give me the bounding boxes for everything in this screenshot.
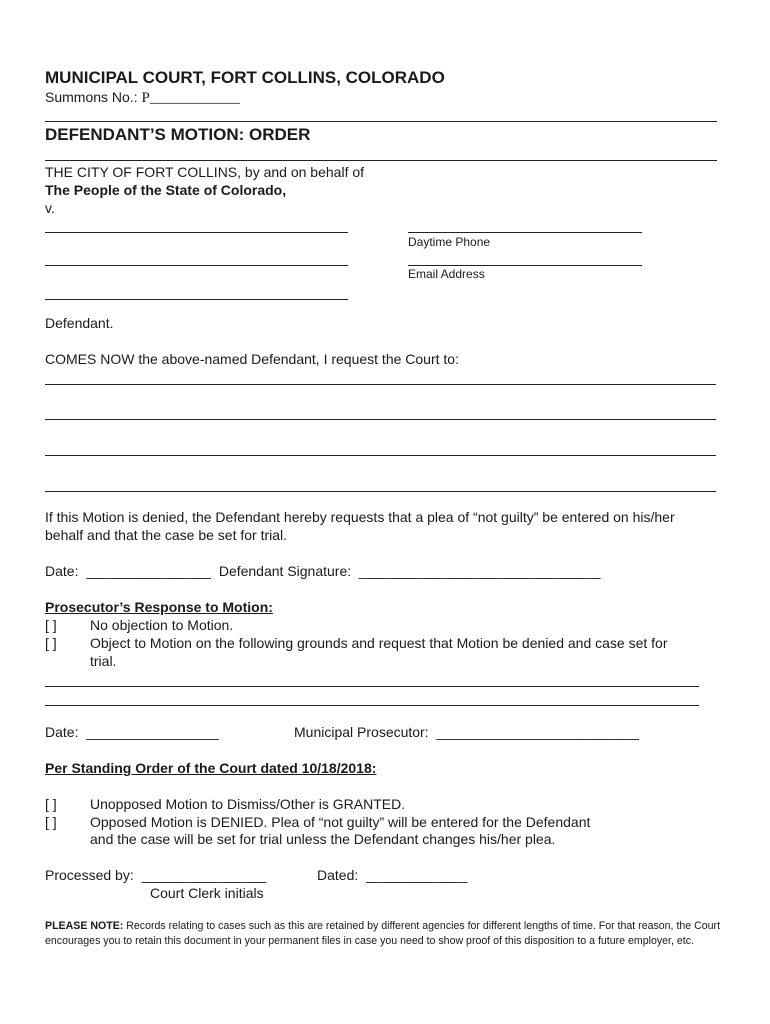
processed-by-label: Processed by:: [45, 867, 134, 883]
grounds-line-1[interactable]: [45, 686, 699, 687]
daytime-phone-line[interactable]: [408, 232, 642, 233]
prosecutor-date-label: Date:: [45, 724, 79, 740]
please-note: [45, 919, 729, 949]
prosecutor-checkbox-no-objection[interactable]: [ ]: [45, 617, 57, 633]
order-option-denied-line-2: and the case will be set for trial unless the Defendant changes his/her plea.: [90, 831, 556, 847]
court-title: MUNICIPAL COURT, FORT COLLINS, COLORADO: [45, 68, 445, 87]
denial-clause-line-2: behalf and that the case be set for trial.: [45, 527, 288, 543]
standing-order-heading: Per Standing Order of the Court dated 10/18/2018:: [45, 760, 377, 776]
request-line-3[interactable]: [45, 455, 716, 456]
processed-by-row: [45, 867, 266, 883]
email-address-line[interactable]: [408, 265, 642, 266]
summons-label: Summons No.:: [45, 89, 138, 105]
defendant-date-row: [45, 563, 600, 579]
prosecutor-option-object-line-1: Object to Motion on the following grounds and request that Motion be denied and case set for: [90, 635, 668, 651]
please-note-label: PLEASE NOTE:: [45, 920, 124, 932]
form-title: DEFENDANT’S MOTION: ORDER: [45, 125, 311, 144]
prosecutor-date-field[interactable]: _________________: [86, 724, 219, 740]
denial-clause-line-1: If this Motion is denied, the Defendant hereby requests that a plea of “not guilty” be entered on his/her: [45, 509, 675, 525]
email-address-label: Email Address: [408, 267, 485, 281]
prosecutor-checkbox-object[interactable]: [ ]: [45, 635, 57, 651]
motion-intro: COMES NOW the above-named Defendant, I request the Court to:: [45, 351, 459, 367]
daytime-phone-label: Daytime Phone: [408, 235, 491, 249]
caption-people: The People of the State of Colorado,: [45, 182, 287, 198]
defendant-label: Defendant.: [45, 315, 114, 331]
request-line-1[interactable]: [45, 384, 716, 385]
court-clerk-initials-label: Court Clerk initials: [150, 885, 264, 901]
processed-by-field[interactable]: ________________: [141, 867, 267, 883]
order-checkbox-granted[interactable]: [ ]: [45, 796, 57, 812]
defendant-signature-field[interactable]: _______________________________: [359, 563, 601, 579]
caption-city: THE CITY OF FORT COLLINS, by and on behalf of: [45, 164, 365, 180]
prosecutor-option-object-line-2: trial.: [90, 653, 117, 669]
dated-row: [317, 867, 467, 883]
municipal-prosecutor-label: Municipal Prosecutor:: [294, 724, 429, 740]
defendant-date-label: Date:: [45, 563, 79, 579]
defendant-name-line-3[interactable]: [45, 299, 348, 300]
defendant-name-line-2[interactable]: [45, 265, 348, 266]
request-line-2[interactable]: [45, 419, 716, 420]
header-divider: [45, 121, 717, 122]
municipal-prosecutor-field[interactable]: __________________________: [436, 724, 639, 740]
defendant-name-line-1[interactable]: [45, 232, 348, 233]
prosecutor-response-heading: Prosecutor’s Response to Motion:: [45, 599, 273, 615]
request-line-4[interactable]: [45, 491, 716, 492]
dated-label: Dated:: [317, 867, 359, 883]
please-note-text: Records relating to cases such as this are retained by different agencies for different lengths of time. For that reason, the Court encourages you to retain this document in your permanent files in case you need to show proof of this disposition to a future employer, etc.: [45, 920, 721, 947]
prosecutor-option-no-objection: No objection to Motion.: [90, 617, 234, 633]
order-option-denied-line-1: Opposed Motion is DENIED. Plea of “not guilty” will be entered for the Defendant: [90, 814, 591, 830]
order-checkbox-denied[interactable]: [ ]: [45, 814, 57, 830]
prosecutor-date-row: [45, 724, 219, 740]
title-divider: [45, 160, 717, 161]
defendant-signature-label: Defendant Signature:: [218, 563, 352, 579]
summons-number-field[interactable]: P____________: [141, 90, 240, 106]
order-option-granted: Unopposed Motion to Dismiss/Other is GRANTED.: [90, 796, 406, 812]
summons-number-row: [45, 89, 240, 107]
grounds-line-2[interactable]: [45, 705, 699, 706]
caption-versus: v.: [45, 200, 55, 216]
municipal-prosecutor-row: [294, 724, 639, 740]
dated-field[interactable]: _____________: [366, 867, 468, 883]
defendant-date-field[interactable]: ________________: [86, 563, 211, 579]
